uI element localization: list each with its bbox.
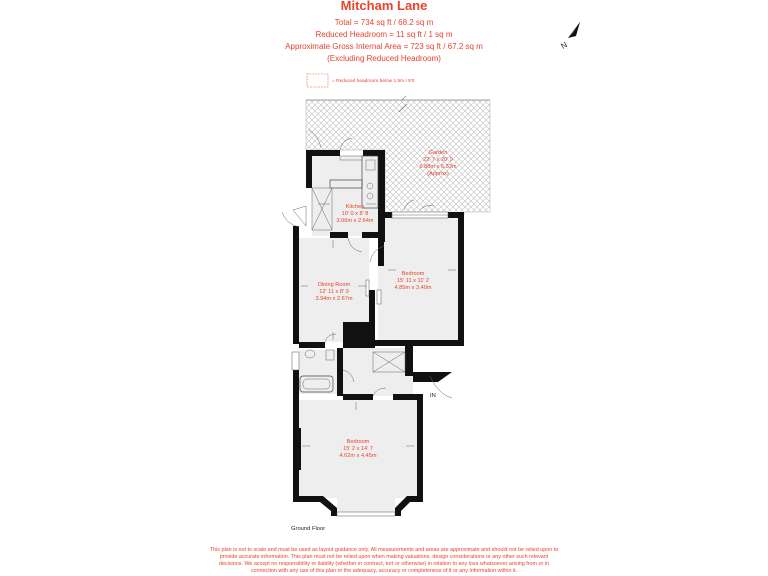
svg-text:Bedroom: Bedroom xyxy=(401,271,425,277)
svg-text:(Approx): (Approx) xyxy=(427,171,449,177)
north-arrow-icon xyxy=(559,22,580,51)
svg-text:Kitchen: Kitchen xyxy=(345,204,365,210)
compass-letter: N xyxy=(559,40,569,51)
svg-text:10' 0 x 8' 8: 10' 0 x 8' 8 xyxy=(341,211,369,217)
svg-text:4.62m x 4.45m: 4.62m x 4.45m xyxy=(339,453,377,459)
svg-text:connection with any use of thi: connection with any use of this plan or the adequacy, accuracy or completeness of it or any information within it. xyxy=(250,568,518,574)
svg-text:4.85m x 3.40m: 4.85m x 3.40m xyxy=(394,285,432,291)
svg-text:3.06m x 2.64m: 3.06m x 2.64m xyxy=(336,218,374,224)
legend xyxy=(307,74,415,87)
excluding-note: (Excluding Reduced Headroom) xyxy=(327,54,441,63)
reduced-headroom-area: Reduced Headroom = 11 sq ft / 1 sq m xyxy=(315,30,453,39)
svg-text:Garden: Garden xyxy=(428,150,448,156)
svg-text:Dining Room: Dining Room xyxy=(317,282,351,288)
svg-text:Bedroom: Bedroom xyxy=(346,439,370,445)
legend-swatch xyxy=(307,74,328,87)
disclaimer xyxy=(210,547,558,574)
svg-text:provide accurate information.: provide accurate information. This plan must not be relied upon when making valuations, design considerations or any other such relevant xyxy=(219,554,549,560)
floor-label: Ground Floor xyxy=(291,526,326,532)
svg-text:6.88m x 6.33m: 6.88m x 6.33m xyxy=(419,164,457,170)
svg-text:12' 11 x 8' 9: 12' 11 x 8' 9 xyxy=(319,289,349,295)
entrance-label: IN xyxy=(430,393,436,399)
total-area: Total = 734 sq ft / 68.2 sq m xyxy=(334,18,434,27)
svg-text:This plan is not to scale and: This plan is not to scale and must be used as layout guidance only. All measurements and areas are approximate and should not be relied upon to xyxy=(209,547,559,553)
svg-text:22' 7 x 20' 9: 22' 7 x 20' 9 xyxy=(423,157,453,163)
plan-title: Mitcham Lane xyxy=(340,0,428,13)
room-label-dining xyxy=(316,282,353,302)
svg-text:3.94m x 2.67m: 3.94m x 2.67m xyxy=(315,296,353,302)
svg-text:decisions. We accept no respon: decisions. We accept no responsibility or liability (whether in contract, tort or otherwise) in relation to any loss whatsoever arising from or in xyxy=(218,561,550,567)
legend-text: = Reduced headroom below 1.5m / 5'0 xyxy=(332,79,415,84)
svg-text:15' 11 x 11' 2: 15' 11 x 11' 2 xyxy=(396,278,430,284)
svg-text:15' 2 x 14' 7: 15' 2 x 14' 7 xyxy=(343,446,373,452)
gross-internal-area: Approximate Gross Internal Area = 723 sq ft / 67.2 sq m xyxy=(285,42,483,51)
